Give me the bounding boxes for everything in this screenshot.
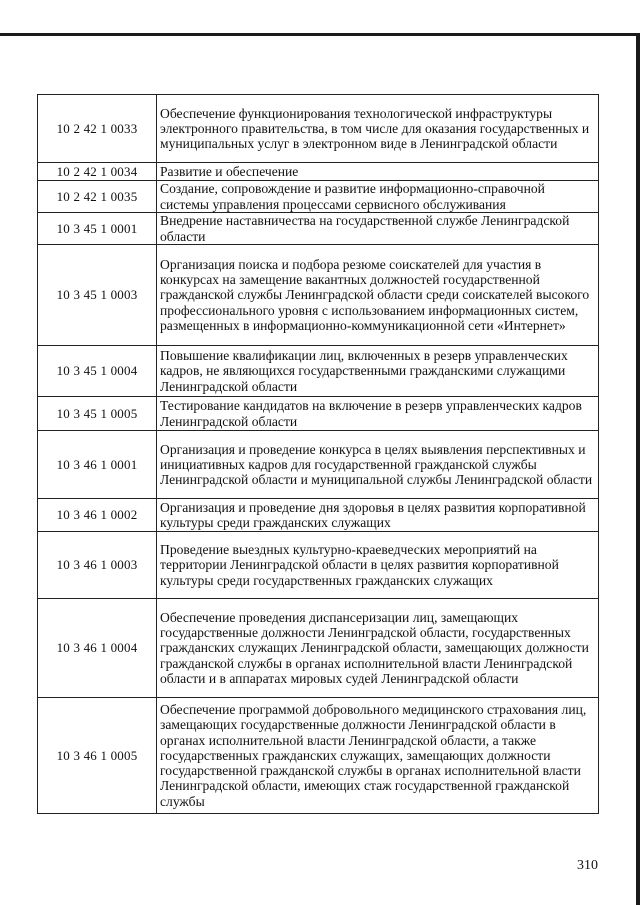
row-code: 10 3 45 1 0004 bbox=[38, 346, 157, 397]
row-code: 10 3 46 1 0002 bbox=[38, 499, 157, 532]
scan-right-border bbox=[636, 33, 640, 905]
row-description: Развитие и обеспечение bbox=[157, 163, 599, 181]
row-description: Организация и проведение конкурса в целях выявления перспективных и инициативных кадров для государственной гражданской службы Ленинградской области и муниципальной службы Ленинградской области bbox=[157, 431, 599, 499]
row-code: 10 3 45 1 0003 bbox=[38, 245, 157, 346]
table-row bbox=[38, 245, 599, 346]
row-code: 10 2 42 1 0034 bbox=[38, 163, 157, 181]
row-description: Обеспечение функционирования технологической инфраструктуры электронного правительства, в том числе для оказания государственных и муниципальных услуг в электронном виде в Ленинградской области bbox=[157, 95, 599, 163]
row-description: Внедрение наставничества на государственной службе Ленинградской области bbox=[157, 213, 599, 245]
table-row bbox=[38, 213, 599, 245]
table-row bbox=[38, 599, 599, 698]
table-row bbox=[38, 95, 599, 163]
table-body bbox=[38, 95, 599, 814]
table-row bbox=[38, 181, 599, 213]
budget-code-table bbox=[37, 94, 599, 814]
table-row bbox=[38, 499, 599, 532]
page-number: 310 bbox=[577, 858, 598, 873]
row-description: Организация и проведение дня здоровья в целях развития корпоративной культуры среди гражданских служащих bbox=[157, 499, 599, 532]
row-description: Тестирование кандидатов на включение в резерв управленческих кадров Ленинградской области bbox=[157, 397, 599, 431]
scan-top-margin bbox=[0, 0, 640, 36]
row-code: 10 3 46 1 0001 bbox=[38, 431, 157, 499]
row-code: 10 3 46 1 0004 bbox=[38, 599, 157, 698]
row-code: 10 3 46 1 0003 bbox=[38, 532, 157, 599]
row-code: 10 3 46 1 0005 bbox=[38, 698, 157, 814]
row-description: Создание, сопровождение и развитие информационно-справочной системы управления процессами сервисного обслуживания bbox=[157, 181, 599, 213]
scan-top-border bbox=[0, 33, 640, 36]
row-code: 10 2 42 1 0033 bbox=[38, 95, 157, 163]
row-description: Повышение квалификации лиц, включенных в резерв управленческих кадров, не являющихся государственными гражданскими служащими Ленинградской области bbox=[157, 346, 599, 397]
row-description: Обеспечение программой добровольного медицинского страхования лиц, замещающих государственные должности Ленинградской области в органах исполнительной власти Ленинградской области, а также государственных гражданских служащих, замещающих должности государственной гражданской службы в органах исполнительной власти Ленинградской области, имеющих стаж государственной гражданской службы bbox=[157, 698, 599, 814]
row-description: Проведение выездных культурно-краеведческих мероприятий на территории Ленинградской области в целях развития корпоративной культуры среди государственных гражданских служащих bbox=[157, 532, 599, 599]
row-code: 10 3 45 1 0005 bbox=[38, 397, 157, 431]
table-row bbox=[38, 532, 599, 599]
row-description: Организация поиска и подбора резюме соискателей для участия в конкурсах на замещение вакантных должностей государственной гражданской службы Ленинградской области среди соискателей высокого профессионального уровня с использованием информационных систем, размещенных в информационно-коммуникационной сети «Интернет» bbox=[157, 245, 599, 346]
table-row bbox=[38, 163, 599, 181]
row-code: 10 2 42 1 0035 bbox=[38, 181, 157, 213]
row-code: 10 3 45 1 0001 bbox=[38, 213, 157, 245]
row-description: Обеспечение проведения диспансеризации лиц, замещающих государственные должности Ленинградской области, государственных гражданских служащих Ленинградской области, замещающих должности гражданской службы в органах исполнительной власти Ленинградской области и в аппаратах мировых судей Ленинградской области bbox=[157, 599, 599, 698]
table-row bbox=[38, 698, 599, 814]
table-row bbox=[38, 346, 599, 397]
table-row bbox=[38, 397, 599, 431]
table-row bbox=[38, 431, 599, 499]
